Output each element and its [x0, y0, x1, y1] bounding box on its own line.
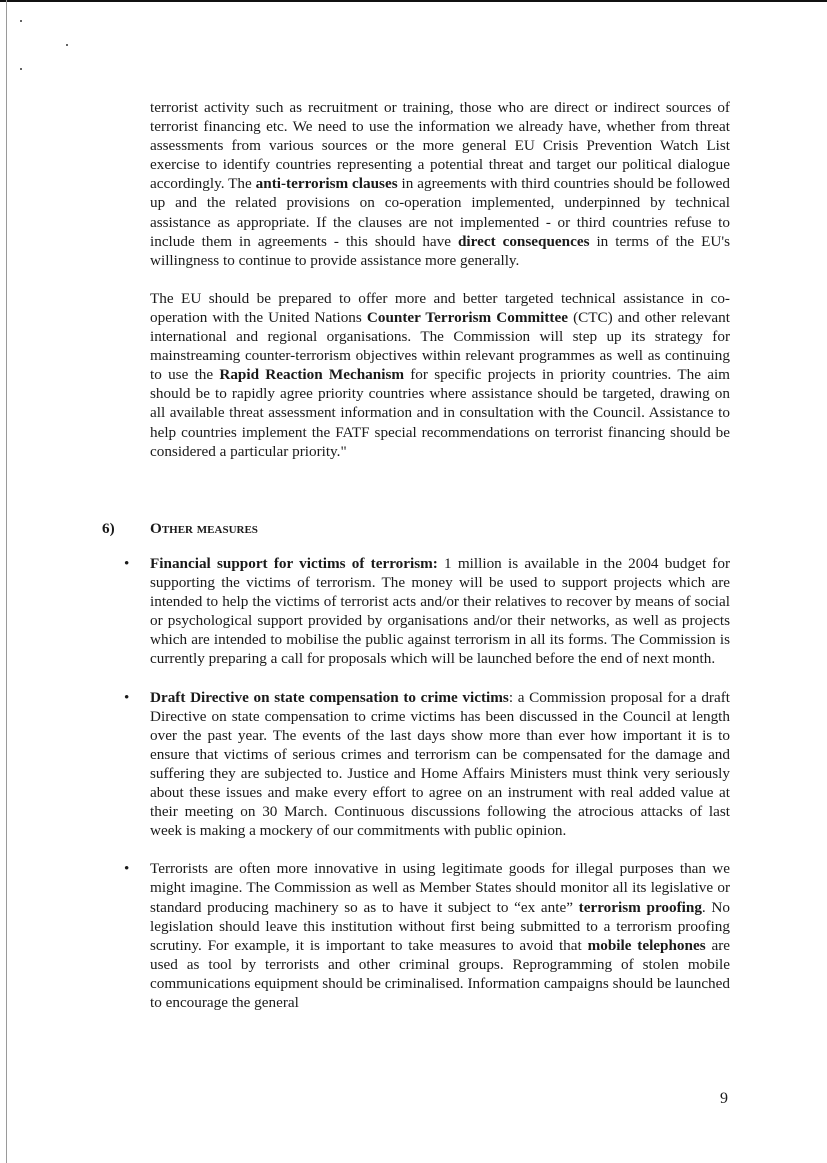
- list-item: • Draft Directive on state compensation to crime victims: a Commission proposal for a draft Directive on state compensation to crime victims has been discussed in the Council at length over the past year. The events of the last days show more than ever how important it is to ensure that victims of serious crimes and terrorism can be compensated for the damage and suffering they are subjected to. Justice and Home Affairs Ministers must think very seriously about these issues and make every effort to agree on an instrument with real added value at their meeting on 30 March. Continuous discussions following the atrocious attacks of last week is making a mockery of our commitments with public opinion.: [124, 688, 730, 840]
- bullet-icon: •: [124, 688, 130, 706]
- bold-mobile-telephones: mobile telephones: [587, 936, 706, 954]
- bullet-icon: •: [124, 555, 130, 572]
- scan-speck: [20, 20, 22, 22]
- bold-draft-directive: Draft Directive on state compensation to crime victims: [150, 688, 509, 706]
- section-title: Other measures: [150, 520, 258, 537]
- bullet-list: [124, 554, 731, 1031]
- page-number: 9: [720, 1090, 728, 1107]
- paragraph-technical-assistance: The EU should be prepared to offer more and better targeted technical assistance in co-operation with the United Nations Counter Terrorism Committee (CTC) and other relevant international and regional organisations. The Commission will step up its strategy for mainstreaming counter-terrorism objectives within relevant programmes as well as continuing to use the Rapid Reaction Mechanism for specific projects in priority countries. The aim should be to rapidly agree priority countries where assistance should be targeted, drawing on all available threat assessment information and in consultation with the Council. Assistance to help countries implement the FATF special recommendations on terrorist financing should be considered a particular priority.": [150, 289, 730, 460]
- page-left-edge: [6, 0, 7, 1163]
- bullet-icon: •: [124, 860, 130, 878]
- body-text: [150, 98, 730, 461]
- section-number: 6): [102, 520, 115, 537]
- scan-speck: [66, 44, 68, 46]
- bold-financial-support: Financial support for victims of terrorism:: [150, 555, 438, 572]
- bold-rapid-reaction-mechanism: Rapid Reaction Mechanism: [219, 366, 404, 384]
- bold-anti-terrorism-clauses: anti-terrorism clauses: [255, 175, 398, 193]
- list-item: • Financial support for victims of terrorism: 1 million is available in the 2004 budget for supporting the victims of terrorism. The money will be used to support projects which are intended to help the victims of terrorist acts and/or their relatives to recover by means of social or psychological support provided by organisations and/or their networks, as well as projects which are intended to mobilise the public against terrorism in all its forms. The Commission is currently preparing a call for proposals which will be launched before the end of next month.: [124, 555, 731, 668]
- list-item: • Terrorists are often more innovative in using legitimate goods for illegal purposes than we might imagine. The Commission as well as Member States should monitor all its legislative or standard producing machinery so as to have it subject to “ex ante” terrorism proofing. No legislation should leave this institution without first being submitted to a terrorism proofing scrutiny. For example, it is important to take measures to avoid that mobile telephones are used as tool by terrorists and other criminal groups. Reprogramming of stolen mobile communications equipment should be criminalised. Information campaigns should be launched to encourage the general: [124, 860, 730, 1011]
- bold-terrorism-proofing: terrorism proofing: [578, 898, 702, 916]
- paragraph-technical-dialogue: terrorist activity such as recruitment or training, those who are direct or indirect sources of terrorist financing etc. We need to use the information we already have, whether from threat assessments from various sources or the more general EU Crisis Prevention Watch List exercise to identify countries representing a potential threat and target our political dialogue accordingly. The anti-terrorism clauses in agreements with third countries should be followed up and the related provisions on co-operation implemented, underpinned by technical assistance as appropriate. If the clauses are not implemented - or third countries refuse to include them in agreements - this should have direct consequences in terms of the EU's willingness to continue to provide assistance more generally.: [150, 99, 730, 269]
- scan-speck: [20, 68, 22, 70]
- bold-counter-terrorism-committee: Counter Terrorism Committee: [366, 308, 568, 326]
- page-top-edge: [0, 0, 827, 2]
- bold-direct-consequences: direct consequences: [457, 232, 590, 250]
